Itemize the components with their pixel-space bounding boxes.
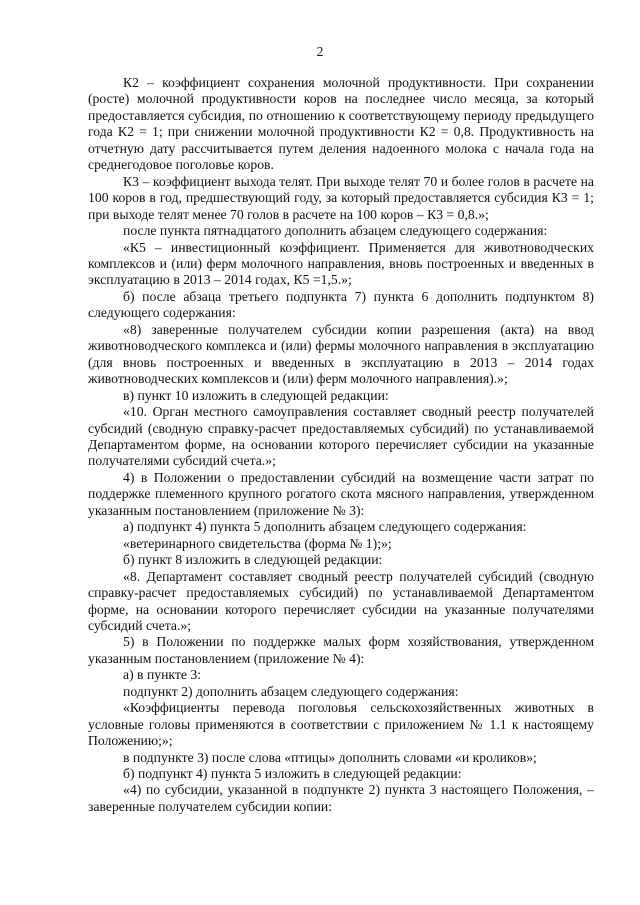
paragraph-b-add-subitem-8: б) после абзаца третьего подпункта 7) пункта 6 дополнить подпунктом 8) следующего содержания: xyxy=(88,288,594,321)
paragraph-subitem-4-text: «4) по субсидии, указанной в подпункте 2) пункта 3 настоящего Положения, – заверенные получателем субсидии копии: xyxy=(88,782,594,814)
paragraph-4-beef-cattle: 4) в Положении о предоставлении субсидий на возмещение части затрат по поддержке племенного крупного рогатого скота мясного направления, утвержденном указанным постановлением (приложение № 3): xyxy=(88,469,594,518)
paragraph-k5: «К5 – инвестиционный коэффициент. Применяется для животноводческих комплексов и (или) ферм молочного направления, вновь построенных и введенных в эксплуатацию в 2013 – 2014 годах, К5 =1,5.»; xyxy=(88,239,594,288)
paragraph-k3: К3 – коэффициент выхода телят. При выходе телят 70 и более голов в расчете на 100 коров в год, предшествующий году, за который предоставляется субсидия К3 = 1; при выходе телят менее 70 голов в расчете на 100 коров – К3 = 0,8.»; xyxy=(88,173,594,222)
paragraph-a-item-3: а) в пункте 3: xyxy=(123,667,202,683)
page-number: 2 xyxy=(316,44,324,59)
paragraph-5-small-farms: 5) в Положении по поддержке малых форм хозяйствования, утвержденном указанным постановлением (приложение № 4): xyxy=(88,634,594,666)
paragraph-subitem-8: «8) заверенные получателем субсидии копии разрешения (акта) на ввод животноводческого комплекса и (или) фермы молочного направления в эксплуатацию (для вновь построенных и введенных в эксплуатацию в 2013 – 2014 годах животноводческих комплексов и (или) ферм молочного направления).»; xyxy=(88,321,594,387)
paragraph-item-10-text: «10. Орган местного самоуправления составляет сводный реестр получателей субсидий (сводную справку-расчет предоставляемых субсидий) по устанавливаемой Департаментом форме, на основании которого перечисляет субсидии на указанные получателями субсидий счета.»; xyxy=(88,404,594,469)
paragraph-b-item-8: б) пункт 8 изложить в следующей редакции: xyxy=(123,552,383,568)
paragraph-v-item-10: в) пункт 10 изложить в следующей редакции: xyxy=(123,387,389,403)
paragraph-subitem-3-rabbits: в подпункте 3) после слова «птицы» дополнить словами «и кроликов»; xyxy=(123,749,537,765)
paragraph-vet-certificate: «ветеринарного свидетельства (форма № 1);»; xyxy=(123,535,392,551)
paragraph-subitem-2: подпункт 2) дополнить абзацем следующего содержания: xyxy=(123,683,459,699)
paragraph-item-8-text: «8. Департамент составляет сводный реестр получателей субсидий (сводную справку-расчет предоставляемых субсидий) по устанавливаемой Департаментом форме, на основании которого перечисляет субсидии на указанные получателями субсидий счета.»; xyxy=(88,568,594,633)
paragraph-after-item-15: после пункта пятнадцатого дополнить абзацем следующего содержания: xyxy=(123,223,548,239)
paragraph-k2: К2 – коэффициент сохранения молочной продуктивности. При сохранении (росте) молочной продуктивности коров на последнее число месяца, за который предоставляется субсидия, по отношению к соответствующему периоду предыдущего года К2 = 1; при снижении молочной продуктивности К2 = 0,8. Продуктивность на отчетную дату рассчитывается путем деления надоенного молока с начала года на среднегодовое поголовье коров. xyxy=(88,75,594,173)
document-body xyxy=(88,75,594,815)
paragraph-b-subitem-4: б) подпункт 4) пункта 5 изложить в следующей редакции: xyxy=(123,766,462,782)
paragraph-conversion-coefficients: «Коэффициенты перевода поголовья сельскохозяйственных животных в условные головы применяются в соответствии с приложением № 1.1 к настоящему Положению;»; xyxy=(88,700,594,749)
paragraph-a-subitem-4: а) подпункт 4) пункта 5 дополнить абзацем следующего содержания: xyxy=(123,519,527,535)
